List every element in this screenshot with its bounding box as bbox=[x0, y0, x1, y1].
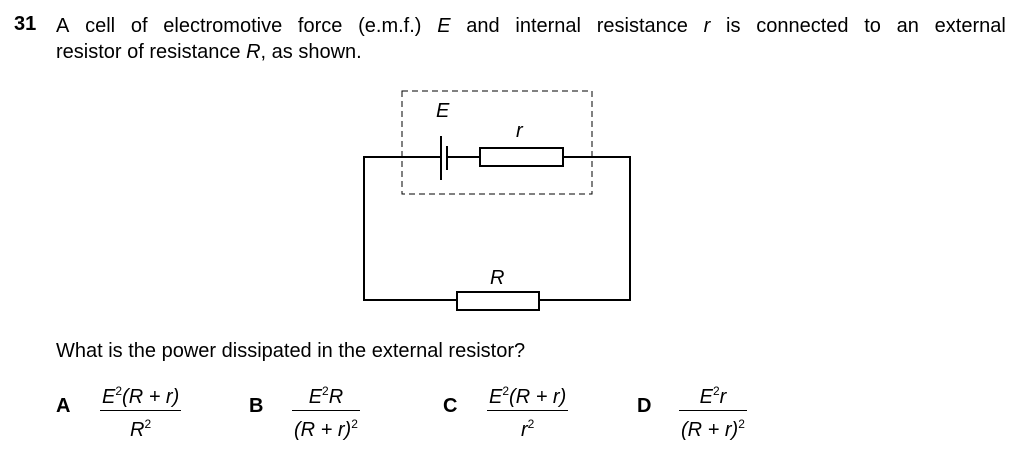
option-a-den-base: R bbox=[130, 419, 145, 441]
question-number: 31 bbox=[14, 13, 37, 35]
option-d-denominator bbox=[679, 412, 747, 442]
stem-word: to bbox=[864, 15, 881, 37]
option-d-fraction-bar bbox=[679, 410, 747, 411]
cell-boundary-dashed-box bbox=[402, 91, 592, 194]
option-c-den-base: r bbox=[520, 419, 528, 441]
option-c-num-rest: (R + r) bbox=[509, 386, 567, 408]
stem-word: of bbox=[130, 15, 148, 37]
option-a-num-base: E bbox=[102, 386, 116, 408]
option-a-num-rest: (R + r) bbox=[122, 386, 180, 408]
option-a-fraction-bar bbox=[100, 410, 181, 411]
emf-label-E: E bbox=[436, 100, 450, 122]
option-d-numerator bbox=[698, 379, 729, 409]
wire-outer-loop bbox=[364, 157, 457, 300]
option-d-den-sup: 2 bbox=[738, 417, 745, 431]
stem-word: internal bbox=[515, 15, 581, 37]
option-c-letter[interactable]: C bbox=[443, 395, 458, 417]
option-c-fraction-bar bbox=[487, 410, 568, 411]
option-b-num-sup: 2 bbox=[322, 384, 329, 398]
option-b-den-base: (R + r) bbox=[294, 419, 352, 441]
option-d-den-base: (R + r) bbox=[681, 419, 739, 441]
stem-word: an bbox=[896, 15, 919, 37]
option-c-den-sup: 2 bbox=[527, 417, 535, 431]
option-b-den-sup: 2 bbox=[351, 417, 358, 431]
option-b-numerator bbox=[307, 379, 345, 409]
option-b-num-base: E bbox=[308, 386, 323, 408]
option-c-num-sup: 2 bbox=[502, 384, 510, 398]
stem-word: and bbox=[466, 15, 500, 37]
stem-word: cell bbox=[85, 15, 116, 37]
option-a-numerator bbox=[100, 379, 181, 409]
stem-word: A bbox=[56, 15, 70, 37]
option-d-expression[interactable] bbox=[679, 379, 747, 442]
option-c-numerator bbox=[487, 379, 568, 409]
internal-resistor-r bbox=[480, 148, 563, 166]
option-b-num-rest: R bbox=[328, 386, 344, 408]
stem-var-r: r bbox=[703, 15, 711, 37]
option-c-expression[interactable] bbox=[487, 379, 568, 442]
stem-var-R: R bbox=[246, 41, 261, 63]
stem-word: resistance bbox=[596, 15, 688, 37]
option-b-denominator bbox=[292, 412, 360, 442]
stem-text: , as shown. bbox=[260, 41, 362, 63]
option-d-letter[interactable]: D bbox=[637, 395, 652, 417]
internal-resistance-label-r: r bbox=[516, 120, 523, 142]
stem-word: (e.m.f.) bbox=[358, 15, 422, 37]
option-b-expression[interactable] bbox=[292, 379, 360, 442]
stem-word: force bbox=[297, 15, 343, 37]
stem-var-emf: E bbox=[437, 15, 451, 37]
option-d-num-rest: r bbox=[719, 386, 727, 408]
option-a-letter[interactable]: A bbox=[56, 395, 71, 417]
stem-word: connected bbox=[756, 15, 849, 37]
question-prompt: What is the power dissipated in the external resistor? bbox=[56, 340, 526, 362]
option-a-denominator bbox=[128, 412, 153, 442]
option-c-num-base: E bbox=[489, 386, 503, 408]
option-b-fraction-bar bbox=[292, 410, 360, 411]
option-a-den-sup: 2 bbox=[144, 417, 152, 431]
option-a-expression[interactable] bbox=[100, 379, 181, 442]
stem-word: electromotive bbox=[163, 15, 283, 37]
stem-text: resistor of resistance bbox=[56, 41, 247, 63]
external-resistance-label-R: R bbox=[490, 267, 505, 289]
stem-word: external bbox=[934, 15, 1006, 37]
option-a-num-sup: 2 bbox=[115, 384, 123, 398]
option-c-denominator bbox=[519, 412, 536, 442]
stem-word: is bbox=[726, 15, 741, 37]
wire-right-loop bbox=[539, 157, 630, 300]
option-b-letter[interactable]: B bbox=[249, 395, 264, 417]
option-d-num-base: E bbox=[699, 386, 713, 408]
external-resistor-R bbox=[457, 292, 539, 310]
option-d-num-sup: 2 bbox=[712, 384, 720, 398]
